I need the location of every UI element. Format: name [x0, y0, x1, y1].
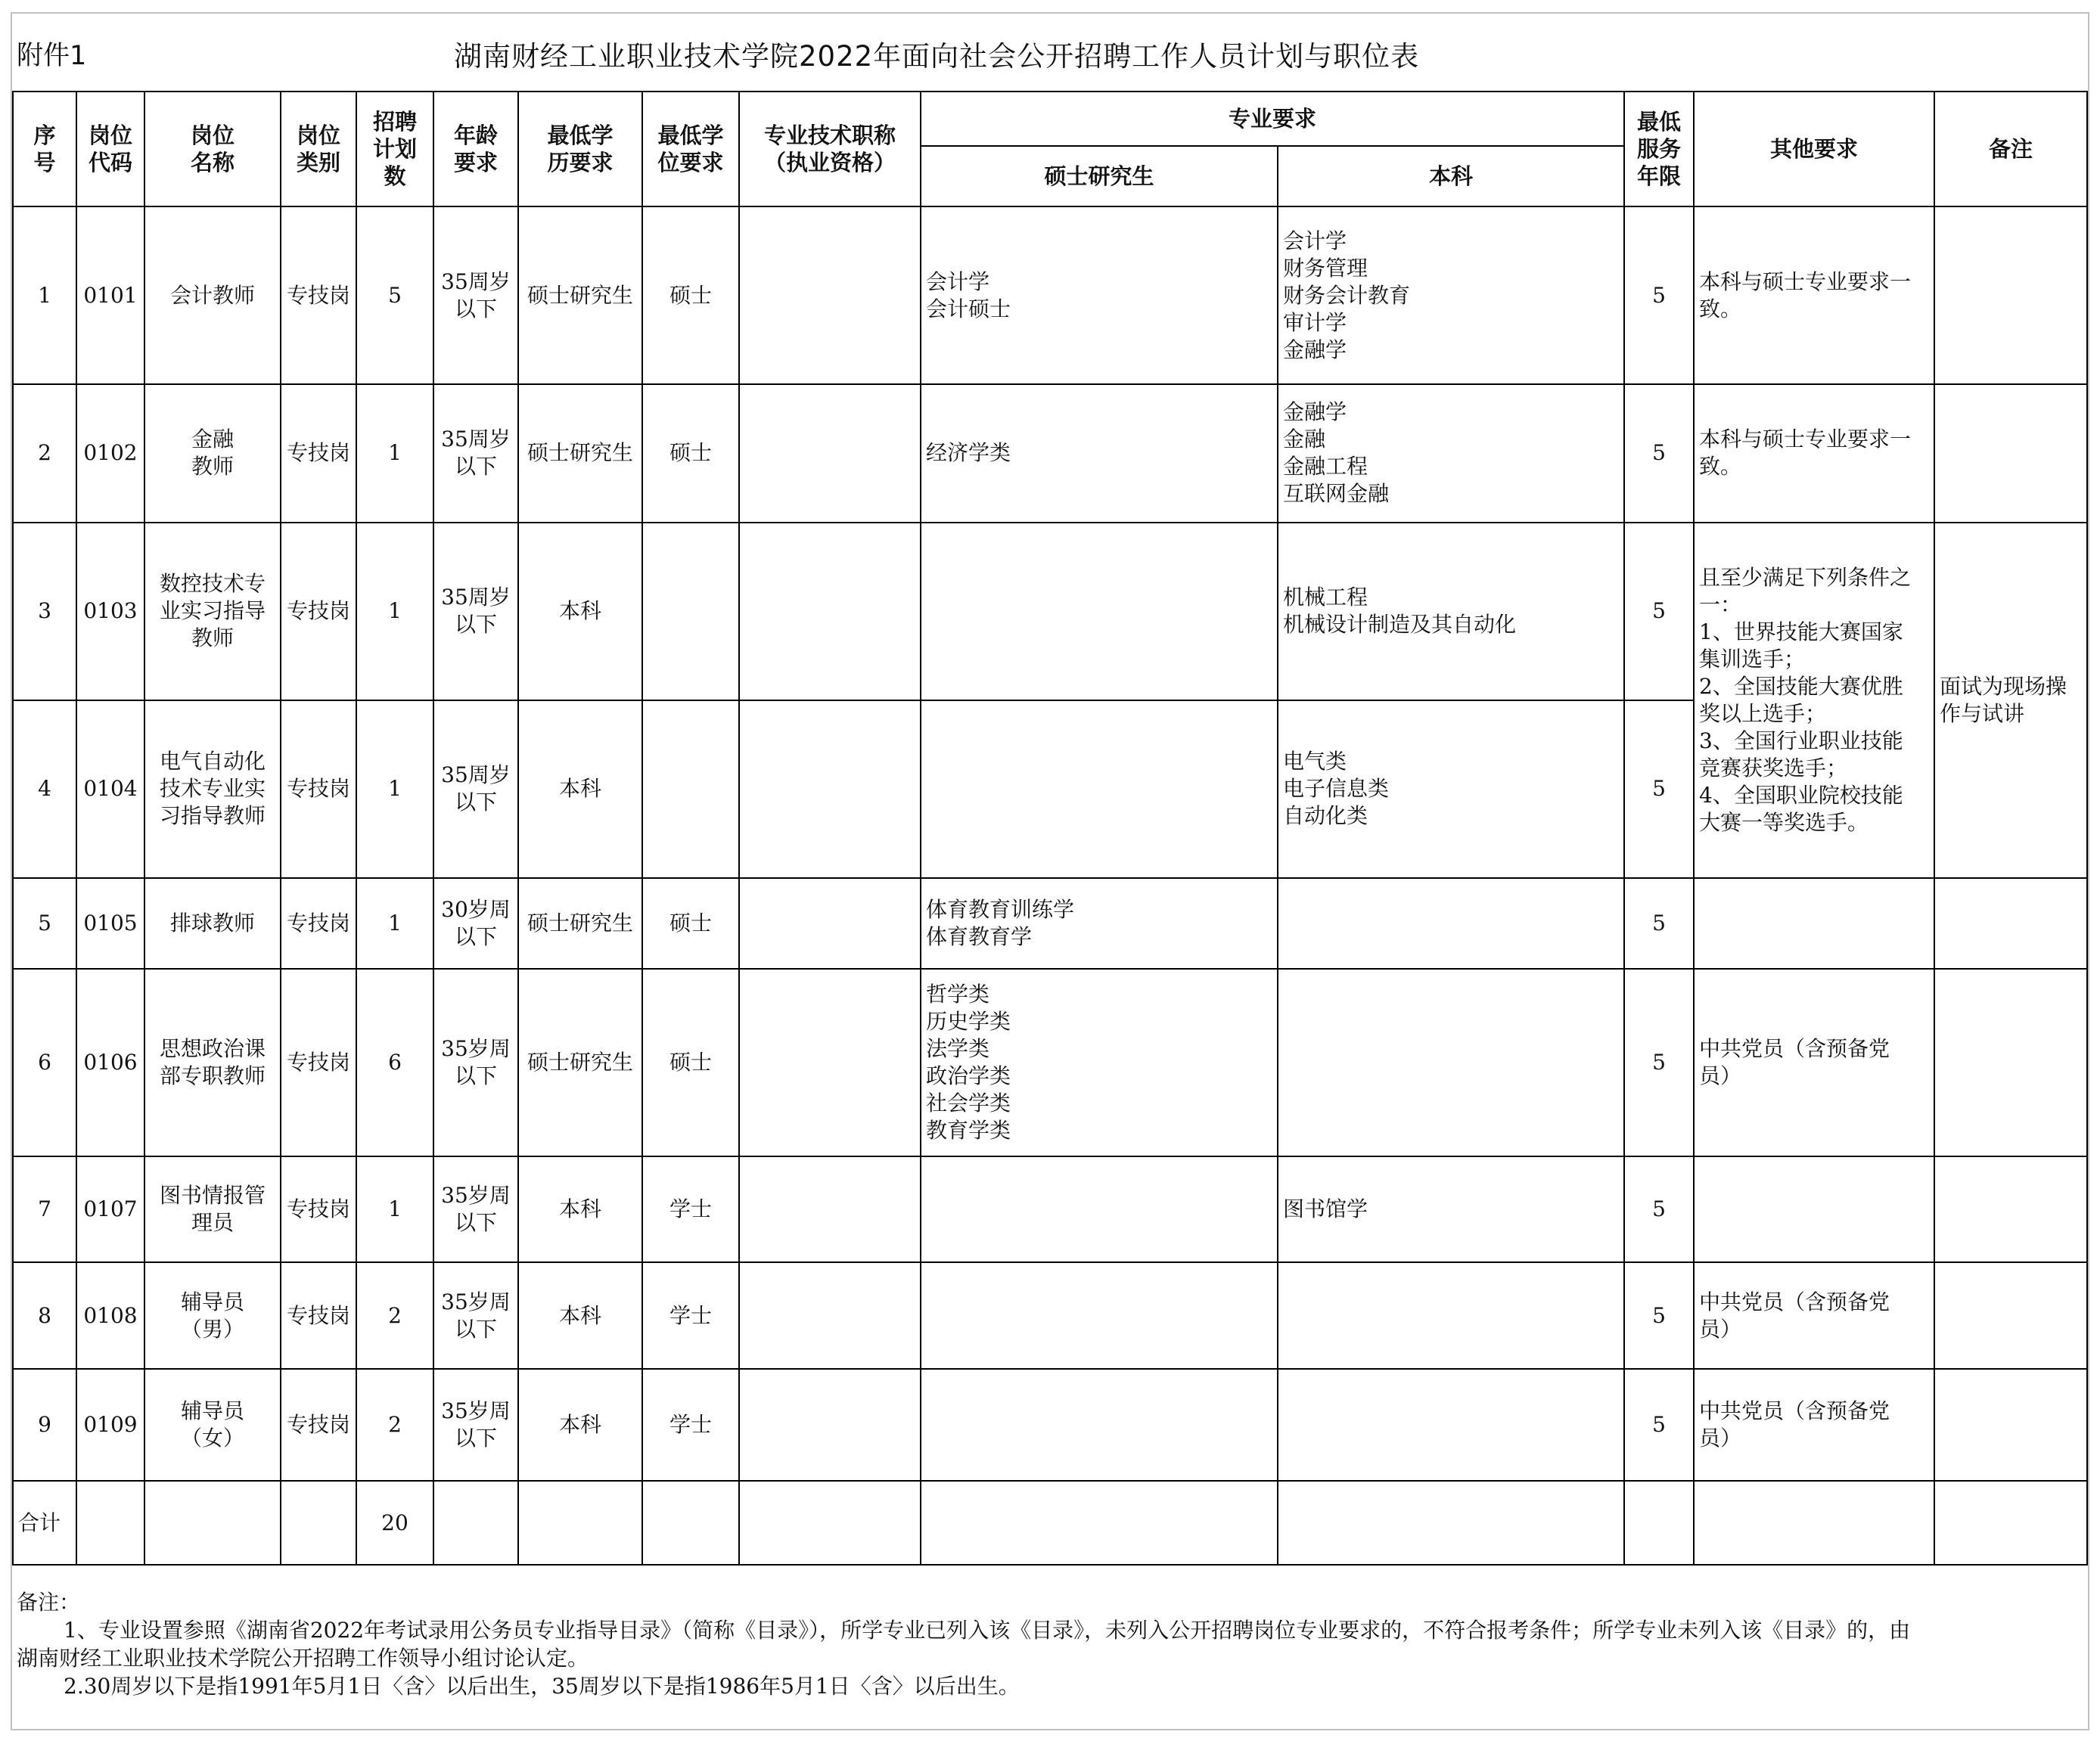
cell-other: 本科与硕士专业要求一 致。	[1694, 206, 1934, 384]
cell-plan: 5	[356, 206, 433, 384]
col-other: 其他要求	[1694, 92, 1934, 206]
cell-plan: 1	[356, 384, 433, 523]
cell-seq: 3	[13, 523, 76, 700]
cell-title	[739, 206, 921, 384]
notes-heading: 备注：	[17, 1590, 81, 1615]
cell-degree: 硕士	[642, 384, 739, 523]
col-service: 最低 服务 年限	[1624, 92, 1694, 206]
col-title: 专业技术职称 （执业资格）	[739, 92, 921, 206]
cell-bachelor: 金融学 金融 金融工程 互联网金融	[1278, 384, 1624, 523]
cell-other	[1694, 1156, 1934, 1263]
cell-other: 本科与硕士专业要求一 致。	[1694, 384, 1934, 523]
cell-education: 本科	[518, 1262, 642, 1369]
cell-code: 0106	[76, 969, 144, 1156]
total-label: 合计	[13, 1481, 76, 1565]
note-1-line-1: 1、专业设置参照《湖南省2022年考试录用公务员专业指导目录》（简称《目录》），所学专业已列入该《目录》，未列入公开招聘岗位专业要求的，不符合报考条件；所学专业未列入该《目录》的，由	[64, 1618, 1911, 1643]
cell-master	[921, 1156, 1278, 1263]
cell-bachelor: 会计学 财务管理 财务会计教育 审计学 金融学	[1278, 206, 1624, 384]
col-degree: 最低学 位要求	[642, 92, 739, 206]
cell-other: 中共党员（含预备党 员）	[1694, 1369, 1934, 1482]
col-category: 岗位 类别	[281, 92, 356, 206]
cell-name: 辅导员 （女）	[144, 1369, 281, 1482]
cell-other: 中共党员（含预备党 员）	[1694, 1262, 1934, 1369]
cell-service: 5	[1624, 700, 1694, 878]
cell-title	[739, 384, 921, 523]
cell-service: 5	[1624, 1369, 1694, 1482]
col-bachelor: 本科	[1278, 146, 1624, 206]
cell-name: 电气自动化 技术专业实 习指导教师	[144, 700, 281, 878]
table-row	[13, 523, 2087, 700]
cell-code: 0107	[76, 1156, 144, 1263]
table-row	[13, 1262, 2087, 1369]
note-2: 2.30周岁以下是指1991年5月1日〈含〉以后出生，35周岁以下是指1986年5月1日〈含〉以后出生。	[64, 1674, 1020, 1699]
col-age: 年龄 要求	[433, 92, 518, 206]
cell-remark-merged: 面试为现场操 作与试讲	[1934, 523, 2087, 878]
cell-education: 本科	[518, 1369, 642, 1482]
document-title: 湖南财经工业职业技术学院2022年面向社会公开招聘工作人员计划与职位表	[454, 40, 1420, 73]
table-row	[13, 384, 2087, 523]
cell-service: 5	[1624, 878, 1694, 970]
cell-master	[921, 700, 1278, 878]
cell-category: 专技岗	[281, 523, 356, 700]
cell-category: 专技岗	[281, 206, 356, 384]
cell-service: 5	[1624, 206, 1694, 384]
cell-remark	[1934, 878, 2087, 970]
cell-master	[921, 523, 1278, 700]
cell-remark	[1934, 206, 2087, 384]
total-plan: 20	[356, 1481, 433, 1565]
cell-bachelor	[1278, 1369, 1624, 1482]
table-row	[13, 206, 2087, 384]
cell-bachelor: 电气类 电子信息类 自动化类	[1278, 700, 1624, 878]
cell-code: 0104	[76, 700, 144, 878]
cell-code: 0101	[76, 206, 144, 384]
cell-other	[1694, 878, 1934, 970]
cell-education: 本科	[518, 700, 642, 878]
cell-code: 0105	[76, 878, 144, 970]
header-row-1	[13, 92, 2087, 146]
cell-master: 体育教育训练学 体育教育学	[921, 878, 1278, 970]
cell-master	[921, 1369, 1278, 1482]
cell-degree: 学士	[642, 1156, 739, 1263]
cell-other: 中共党员（含预备党 员）	[1694, 969, 1934, 1156]
table-row	[13, 1369, 2087, 1482]
cell-degree: 硕士	[642, 206, 739, 384]
cell-service: 5	[1624, 523, 1694, 700]
cell-education: 硕士研究生	[518, 384, 642, 523]
cell-code: 0102	[76, 384, 144, 523]
cell-education: 本科	[518, 1156, 642, 1263]
cell-master: 会计学 会计硕士	[921, 206, 1278, 384]
cell-seq: 2	[13, 384, 76, 523]
table-row	[13, 878, 2087, 970]
cell-service: 5	[1624, 384, 1694, 523]
cell-age: 35岁周 以下	[433, 1369, 518, 1482]
cell-title	[739, 523, 921, 700]
cell-name: 会计教师	[144, 206, 281, 384]
col-seq: 序 号	[13, 92, 76, 206]
cell-age: 35周岁 以下	[433, 700, 518, 878]
cell-category: 专技岗	[281, 1262, 356, 1369]
cell-title	[739, 878, 921, 970]
cell-service: 5	[1624, 969, 1694, 1156]
cell-bachelor: 机械工程 机械设计制造及其自动化	[1278, 523, 1624, 700]
col-education: 最低学 历要求	[518, 92, 642, 206]
cell-remark	[1934, 1262, 2087, 1369]
cell-degree: 硕士	[642, 969, 739, 1156]
cell-seq: 6	[13, 969, 76, 1156]
cell-degree: 学士	[642, 1262, 739, 1369]
cell-bachelor	[1278, 1262, 1624, 1369]
cell-degree	[642, 700, 739, 878]
cell-plan: 1	[356, 878, 433, 970]
col-code: 岗位 代码	[76, 92, 144, 206]
cell-degree: 学士	[642, 1369, 739, 1482]
note-1-line-2: 湖南财经工业职业技术学院公开招聘工作领导小组讨论认定。	[17, 1646, 589, 1671]
cell-title	[739, 1156, 921, 1263]
cell-seq: 4	[13, 700, 76, 878]
cell-name: 思想政治课 部专职教师	[144, 969, 281, 1156]
total-row	[13, 1481, 2087, 1565]
cell-category: 专技岗	[281, 1156, 356, 1263]
cell-bachelor	[1278, 969, 1624, 1156]
table-row	[13, 969, 2087, 1156]
cell-name: 数控技术专 业实习指导 教师	[144, 523, 281, 700]
cell-education: 硕士研究生	[518, 878, 642, 970]
cell-name: 图书情报管 理员	[144, 1156, 281, 1263]
cell-master: 经济学类	[921, 384, 1278, 523]
cell-service: 5	[1624, 1262, 1694, 1369]
cell-code: 0103	[76, 523, 144, 700]
cell-title	[739, 1369, 921, 1482]
cell-education: 本科	[518, 523, 642, 700]
cell-other-merged: 且至少满足下列条件之 一： 1、世界技能大赛国家 集训选手； 2、全国技能大赛优胜 奖以上选手； 3、全国行业职业技能 竞赛获奖选手； 4、全国职业院校技能 大赛一等奖选手。	[1694, 523, 1934, 878]
cell-plan: 2	[356, 1262, 433, 1369]
cell-category: 专技岗	[281, 384, 356, 523]
cell-code: 0109	[76, 1369, 144, 1482]
cell-age: 30岁周 以下	[433, 878, 518, 970]
cell-seq: 7	[13, 1156, 76, 1263]
cell-name: 排球教师	[144, 878, 281, 970]
cell-seq: 8	[13, 1262, 76, 1369]
cell-title	[739, 700, 921, 878]
col-major: 专业要求	[921, 92, 1624, 146]
notes-section	[17, 1588, 2074, 1700]
cell-category: 专技岗	[281, 700, 356, 878]
col-remark: 备注	[1934, 92, 2087, 206]
cell-name: 金融 教师	[144, 384, 281, 523]
cell-remark	[1934, 969, 2087, 1156]
col-name: 岗位 名称	[144, 92, 281, 206]
cell-age: 35岁周 以下	[433, 969, 518, 1156]
cell-education: 硕士研究生	[518, 206, 642, 384]
cell-service: 5	[1624, 1156, 1694, 1263]
cell-education: 硕士研究生	[518, 969, 642, 1156]
recruitment-table	[12, 91, 2088, 1566]
cell-age: 35周岁 以下	[433, 384, 518, 523]
cell-name: 辅导员 （男）	[144, 1262, 281, 1369]
cell-age: 35岁周 以下	[433, 1262, 518, 1369]
cell-bachelor	[1278, 878, 1624, 970]
col-master: 硕士研究生	[921, 146, 1278, 206]
cell-master	[921, 1262, 1278, 1369]
cell-category: 专技岗	[281, 1369, 356, 1482]
col-plan: 招聘 计划 数	[356, 92, 433, 206]
cell-master: 哲学类 历史学类 法学类 政治学类 社会学类 教育学类	[921, 969, 1278, 1156]
cell-seq: 9	[13, 1369, 76, 1482]
cell-plan: 1	[356, 523, 433, 700]
cell-plan: 6	[356, 969, 433, 1156]
attachment-label: 附件1	[17, 41, 87, 71]
cell-plan: 2	[356, 1369, 433, 1482]
cell-code: 0108	[76, 1262, 144, 1369]
cell-title	[739, 969, 921, 1156]
cell-degree: 硕士	[642, 878, 739, 970]
cell-remark	[1934, 1369, 2087, 1482]
table-row	[13, 1156, 2087, 1263]
cell-remark	[1934, 1156, 2087, 1263]
cell-age: 35岁周 以下	[433, 1156, 518, 1263]
cell-age: 35周岁 以下	[433, 206, 518, 384]
cell-category: 专技岗	[281, 878, 356, 970]
cell-remark	[1934, 384, 2087, 523]
cell-degree	[642, 523, 739, 700]
cell-plan: 1	[356, 700, 433, 878]
cell-age: 35周岁 以下	[433, 523, 518, 700]
cell-title	[739, 1262, 921, 1369]
cell-seq: 5	[13, 878, 76, 970]
cell-seq: 1	[13, 206, 76, 384]
cell-plan: 1	[356, 1156, 433, 1263]
cell-bachelor: 图书馆学	[1278, 1156, 1624, 1263]
cell-category: 专技岗	[281, 969, 356, 1156]
